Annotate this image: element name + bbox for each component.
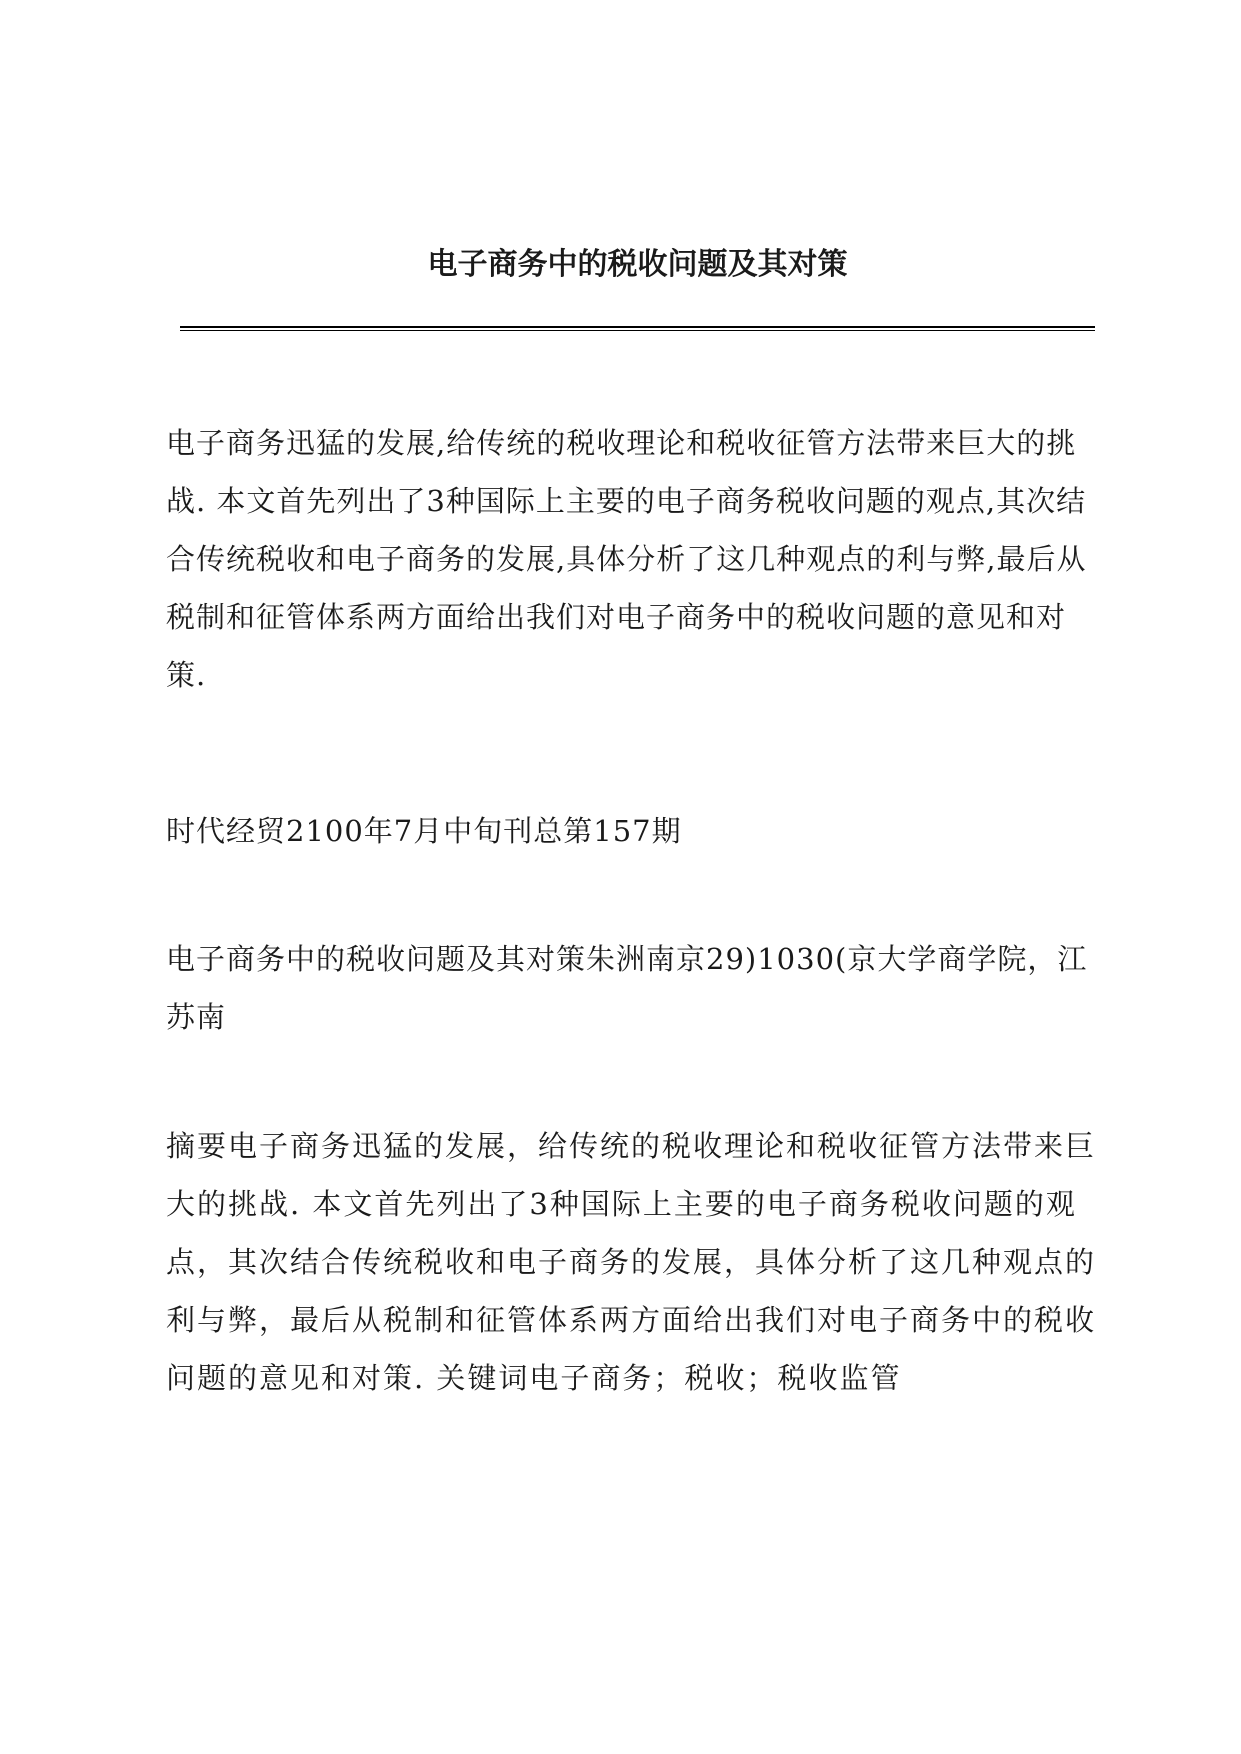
abstract-paragraph: 电子商务迅猛的发展,给传统的税收理论和税收征管方法带来巨大的挑战. 本文首先列出了3种国际上主要的电子商务税收问题的观点,其次结合传统税收和电子商务的发展,具体分析了这几种观点的利与弊,最后从税制和征管体系两方面给出我们对电子商务中的税收问题的意见和对策. [166, 426, 1087, 692]
author-affiliation: 电子商务中的税收问题及其对策朱洲南京29)1030(京大学商学院，江苏南 [166, 942, 1088, 1034]
summary-keywords-paragraph: 摘要电子商务迅猛的发展，给传统的税收理论和税收征管方法带来巨大的挑战. 本文首先列出了3种国际上主要的电子商务税收问题的观点，其次结合传统税收和电子商务的发展，具体分析了这几种观点的利与弊，最后从税制和征管体系两方面给出我们对电子商务中的税收问题的意见和对策. 关键词电子商务；税收；税收监管 [166, 1129, 1097, 1395]
document-title: 电子商务中的税收问题及其对策 [427, 247, 848, 282]
title-divider [180, 326, 1095, 331]
journal-info: 时代经贸2100年7月中旬刊总第157期 [166, 814, 682, 848]
